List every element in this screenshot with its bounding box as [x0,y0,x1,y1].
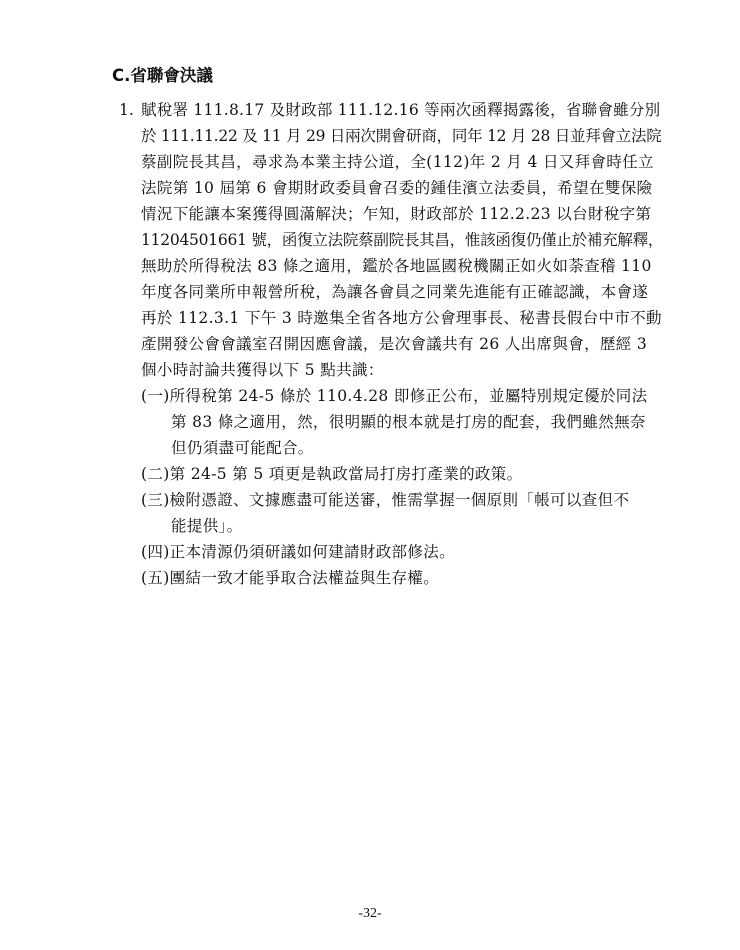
page-number: -32- [358,906,382,921]
paragraph-line: 個小時討論共獲得以下 5 點共識： [141,361,384,379]
paragraph-line: 產開發公會會議室召開因應會議，是次會議共有 26 人出席與會，歷經 3 [141,335,648,353]
consensus-item-3-continued: 能提供」。 [171,517,243,535]
paragraph-line: 無助於所得稅法 83 條之適用，鑑於各地區國稅機關正如火如荼查稽 110 [141,257,652,275]
paragraph-line: 年度各同業所申報營所稅，為讓各會員之同業先進能有正確認識，本會遂 [141,283,649,301]
consensus-item-2: (二)第 24-5 第 5 項更是執政當局打房打產業的政策。 [141,465,523,483]
paragraph-line: 賦稅署 111.8.17 及財政部 111.12.16 等兩次函釋揭露後，省聯會雖分別 [141,101,661,119]
section-heading: C.省聯會決議 [112,66,213,85]
consensus-item-1-continued: 但仍須盡可能配合。 [171,439,314,457]
paragraph-line: 蔡副院長其昌，尋求為本業主持公道，全(112)年 2 月 4 日又拜會時任立 [141,153,654,171]
item-number: 1. [119,101,134,119]
consensus-item-4: (四)正本清源仍須研議如何建請財政部修法。 [141,543,455,561]
consensus-item-1: (一)所得稅第 24-5 條於 110.4.28 即修正公布，並屬特別規定優於同法 [141,387,648,405]
consensus-item-3: (三)檢附憑證、文據應盡可能送審，惟需掌握一個原則「帳可以查但不 [141,491,630,509]
paragraph-line: 法院第 10 屆第 6 會期財政委員會召委的鍾佳濱立法委員，希望在雙保險 [141,179,653,197]
consensus-item-1-continued: 第 83 條之適用，然，很明顯的根本就是打房的配套，我們雖然無奈 [171,413,646,431]
consensus-item-5: (五)團結一致才能爭取合法權益與生存權。 [141,569,440,587]
paragraph-line: 於 111.11.22 及 11 月 29 日兩次開會研商，同年 12 月 28 日並拜會立法院 [141,127,662,145]
paragraph-line: 情況下能讓本案獲得圓滿解決；乍知，財政部於 112.2.23 以台財稅字第 [141,205,652,223]
paragraph-line: 再於 112.3.1 下午 3 時邀集全省各地方公會理事長、秘書長假台中市不動 [141,309,662,327]
paragraph-line: 11204501661 號，函復立法院蔡副院長其昌，惟該函復仍僅止於補充解釋， [141,231,664,249]
